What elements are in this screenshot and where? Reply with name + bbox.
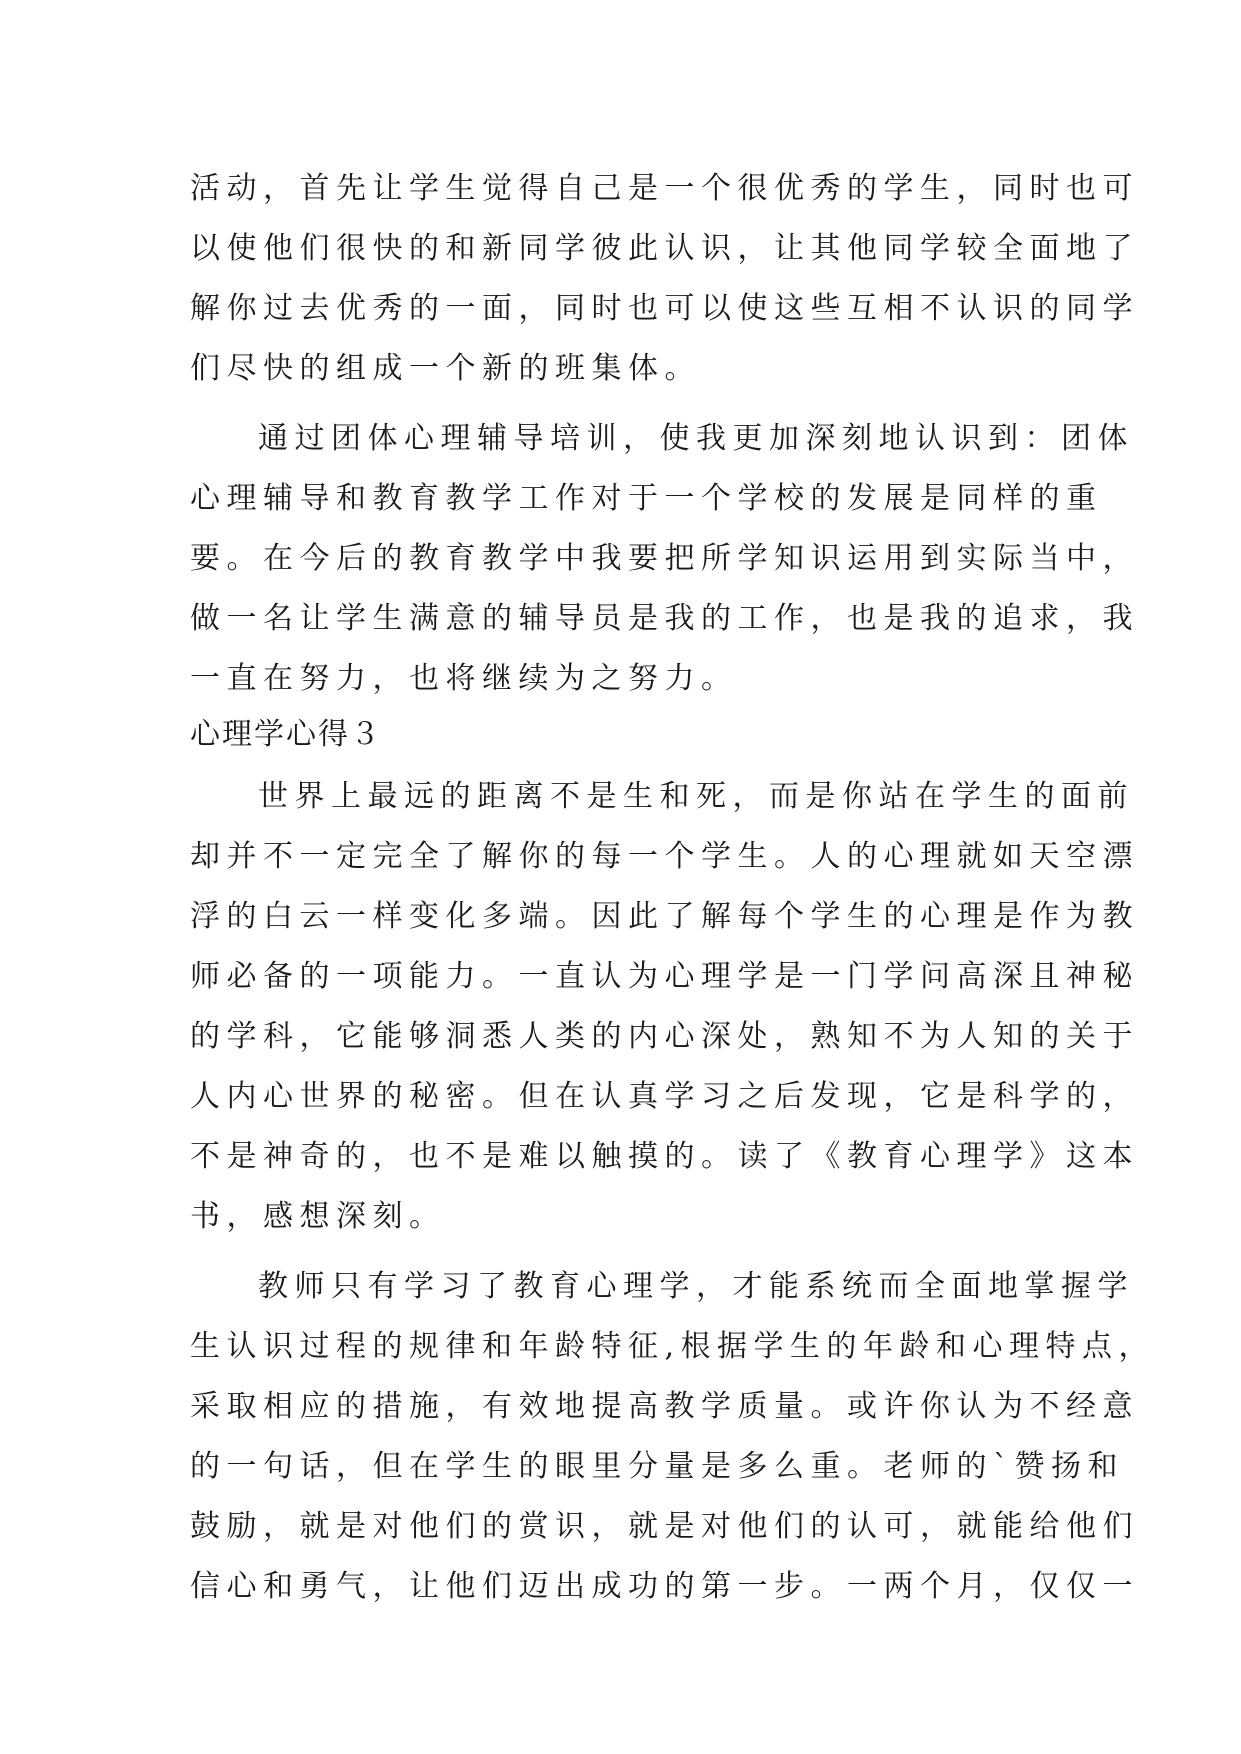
- text-line: 生认识过程的规律和年龄特征,根据学生的年龄和心理特点，: [190, 1329, 1156, 1364]
- text-line: 一直在努力，也将继续为之努力。: [190, 661, 738, 696]
- text-line: 们尽快的组成一个新的班集体。: [190, 351, 701, 386]
- text-line: 活动，首先让学生觉得自己是一个很优秀的学生，同时也可: [190, 171, 1139, 206]
- text-line: 师必备的一项能力。一直认为心理学是一门学问高深且神秘: [190, 959, 1139, 994]
- text-line: 的学科，它能够洞悉人类的内心深处，熟知不为人知的关于: [190, 1019, 1139, 1054]
- text-line: 浮的白云一样变化多端。因此了解每个学生的心理是作为教: [190, 899, 1139, 934]
- text-line: 采取相应的措施，有效地提高教学质量。或许你认为不经意: [190, 1389, 1139, 1424]
- text-line: 的一句话，但在学生的眼里分量是多么重。老师的`赞扬和: [190, 1449, 1124, 1484]
- text-line: 心理辅导和教育教学工作对于一个学校的发展是同样的重: [190, 481, 1103, 516]
- section-heading: 心理学心得３: [190, 717, 382, 752]
- paragraph-first-line: 教师只有学习了教育心理学，才能系统而全面地掌握学: [258, 1269, 1134, 1304]
- text-line: 鼓励，就是对他们的赏识，就是对他们的认可，就能给他们: [190, 1509, 1139, 1544]
- text-line: 人内心世界的秘密。但在认真学习之后发现，它是科学的，: [190, 1079, 1139, 1114]
- text-line: 书，感想深刻。: [190, 1199, 446, 1234]
- text-line: 以使他们很快的和新同学彼此认识，让其他同学较全面地了: [190, 231, 1139, 266]
- text-line: 却并不一定完全了解你的每一个学生。人的心理就如天空漂: [190, 839, 1139, 874]
- text-line: 做一名让学生满意的辅导员是我的工作，也是我的追求，我: [190, 601, 1139, 636]
- text-line: 要。在今后的教育教学中我要把所学知识运用到实际当中，: [190, 541, 1139, 576]
- text-line: 信心和勇气，让他们迈出成功的第一步。一两个月，仅仅一: [190, 1569, 1139, 1604]
- text-line: 解你过去优秀的一面，同时也可以使这些互相不认识的同学: [190, 291, 1139, 326]
- paragraph-first-line: 通过团体心理辅导培训，使我更加深刻地认识到：团体: [258, 421, 1134, 456]
- paragraph-first-line: 世界上最远的距离不是生和死，而是你站在学生的面前: [258, 779, 1134, 814]
- text-line: 不是神奇的，也不是难以触摸的。读了《教育心理学》这本: [190, 1139, 1139, 1174]
